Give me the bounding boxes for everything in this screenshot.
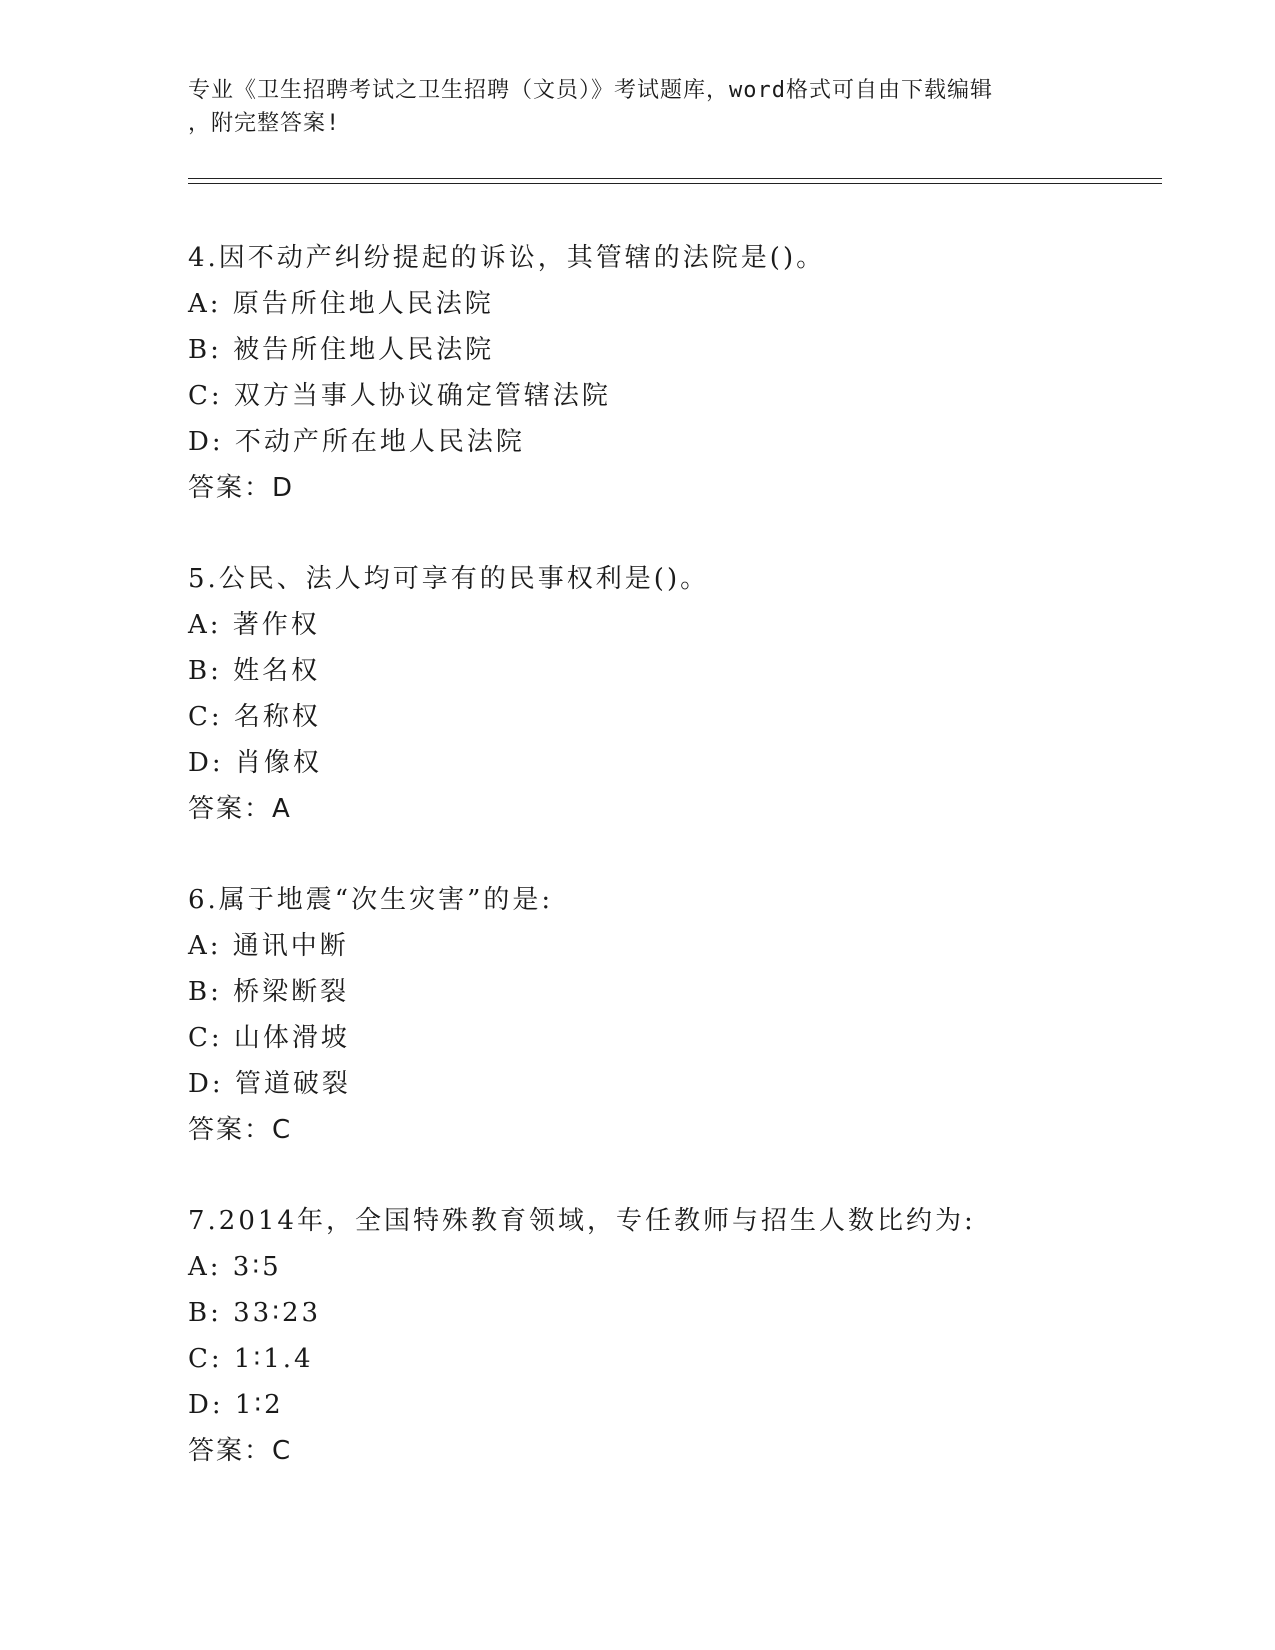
option-a: A: 通讯中断 <box>188 931 349 961</box>
option-b: B: 被告所住地人民法院 <box>188 335 495 365</box>
option-a: A: 著作权 <box>188 610 320 640</box>
option-a: A: 原告所住地人民法院 <box>188 289 494 319</box>
option-c: C: 1∶1.4 <box>188 1344 314 1374</box>
header-divider-top <box>188 178 1162 179</box>
option-d: D: 肖像权 <box>188 748 322 778</box>
option-d: D: 1∶2 <box>188 1390 284 1420</box>
option-d: D: 不动产所在地人民法院 <box>188 427 525 457</box>
answer: 答案：C <box>188 1115 293 1145</box>
question-stem: 7.2014年，全国特殊教育领域，专任教师与招生人数比约为: <box>188 1206 976 1236</box>
question-stem: 5.公民、法人均可享有的民事权利是()。 <box>188 564 710 594</box>
question-6 <box>188 877 1162 1153</box>
question-7 <box>188 1198 1162 1474</box>
question-4 <box>188 235 1162 511</box>
option-b: B: 33∶23 <box>188 1298 322 1328</box>
answer: 答案：C <box>188 1436 293 1466</box>
option-a: A: 3∶5 <box>188 1252 282 1282</box>
option-b: B: 姓名权 <box>188 656 321 686</box>
option-c: C: 双方当事人协议确定管辖法院 <box>188 381 611 411</box>
header-line-2: ，附完整答案! <box>188 111 341 136</box>
option-b: B: 桥梁断裂 <box>188 977 350 1007</box>
header-divider-bottom <box>188 183 1162 184</box>
option-d: D: 管道破裂 <box>188 1069 351 1099</box>
document-header <box>188 74 1088 140</box>
answer: 答案：A <box>188 794 292 824</box>
option-c: C: 山体滑坡 <box>188 1023 350 1053</box>
question-5 <box>188 556 1162 832</box>
header-line-1: 专业《卫生招聘考试之卫生招聘（文员）》考试题库，word格式可自由下载编辑 <box>188 78 993 103</box>
question-stem: 6.属于地震“次生灾害”的是: <box>188 885 554 915</box>
question-stem: 4.因不动产纠纷提起的诉讼，其管辖的法院是()。 <box>188 243 826 273</box>
answer: 答案：D <box>188 473 295 503</box>
option-c: C: 名称权 <box>188 702 321 732</box>
